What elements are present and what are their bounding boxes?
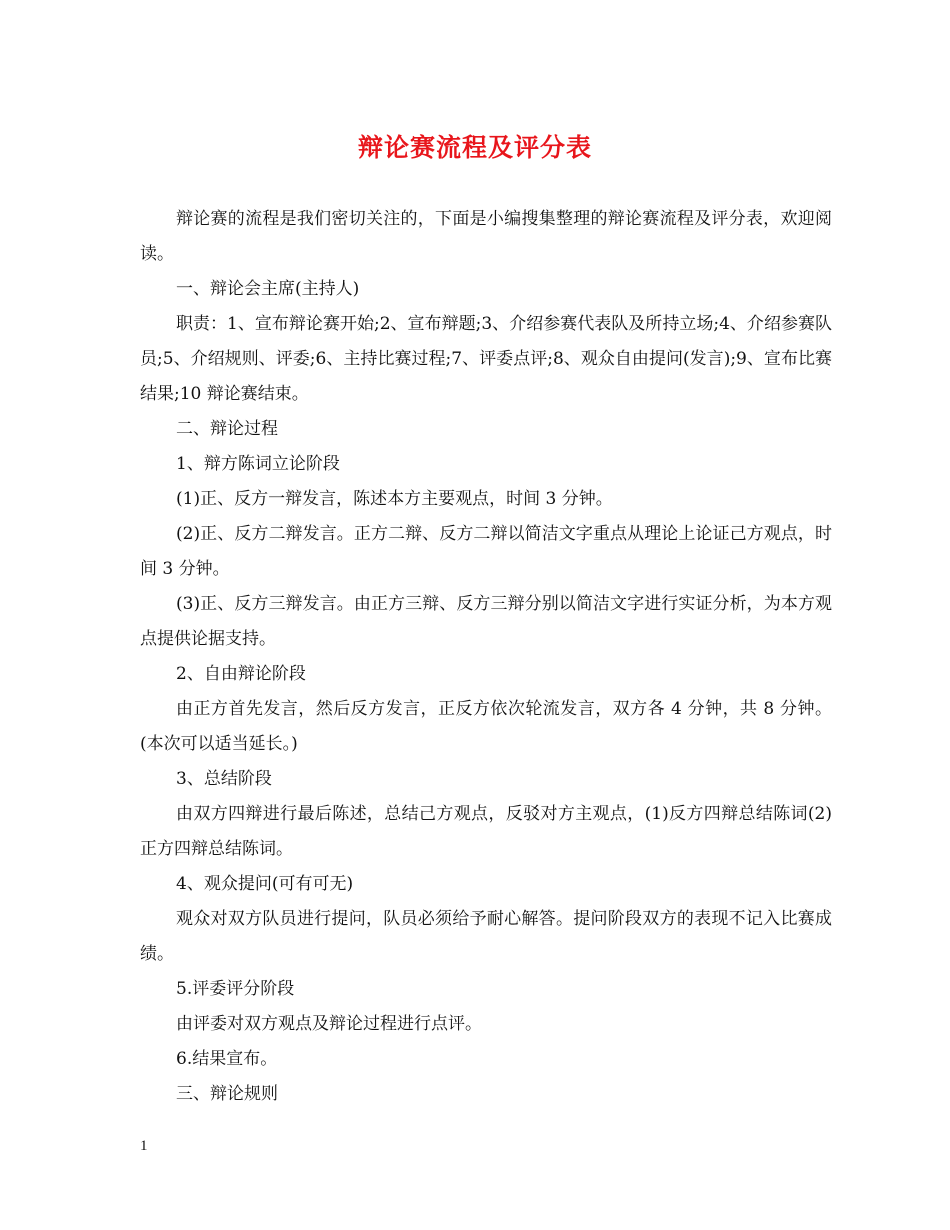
subheading-judge-scoring: 5.评委评分阶段 [176,979,295,999]
paragraph-free-debate: 由正方首先发言，然后反方发言，正反方依次轮流发言，双方各 4 分钟，共 8 分钟。(本次可以适当延长。) [140,699,832,754]
page-number: 1 [140,1138,148,1154]
section-heading-process: 二、辩论过程 [176,419,278,439]
subheading-free-debate: 2、自由辩论阶段 [176,664,306,684]
paragraph-intro: 辩论赛的流程是我们密切关注的，下面是小编搜集整理的辩论赛流程及评分表，欢迎阅读。 [140,209,832,264]
document-body [140,202,832,1112]
paragraph-third-speaker: (3)正、反方三辩发言。由正方三辩、反方三辩分别以简洁文字进行实证分析，为本方观点提供论据支持。 [140,594,832,649]
section-heading-rules: 三、辩论规则 [176,1084,278,1104]
paragraph-first-speaker: (1)正、反方一辩发言，陈述本方主要观点，时间 3 分钟。 [176,489,613,509]
paragraph-second-speaker: (2)正、反方二辩发言。正方二辩、反方二辩以简洁文字重点从理论上论证己方观点，时间 3 分钟。 [140,524,832,579]
subheading-summary-stage: 3、总结阶段 [176,769,272,789]
subheading-result-announcement: 6.结果宣布。 [176,1049,278,1069]
subheading-audience-questions: 4、观众提问(可有可无) [176,874,354,894]
paragraph-duties: 职责：1、宣布辩论赛开始;2、宣布辩题;3、介绍参赛代表队及所持立场;4、介绍参赛队员;5、介绍规则、评委;6、主持比赛过程;7、评委点评;8、观众自由提问(发言);9、宣布比赛结果;10 辩论赛结束。 [140,314,832,404]
section-heading-chair: 一、辩论会主席(主持人) [176,279,360,299]
paragraph-judge-scoring: 由评委对双方观点及辩论过程进行点评。 [176,1014,482,1034]
paragraph-audience-questions: 观众对双方队员进行提问，队员必须给予耐心解答。提问阶段双方的表现不记入比赛成绩。 [140,909,832,964]
document-title: 辩论赛流程及评分表 [357,133,592,162]
subheading-opening-stage: 1、辩方陈词立论阶段 [176,454,340,474]
paragraph-summary-stage: 由双方四辩进行最后陈述，总结己方观点，反驳对方主观点，(1)反方四辩总结陈词(2)正方四辩总结陈词。 [140,804,832,859]
